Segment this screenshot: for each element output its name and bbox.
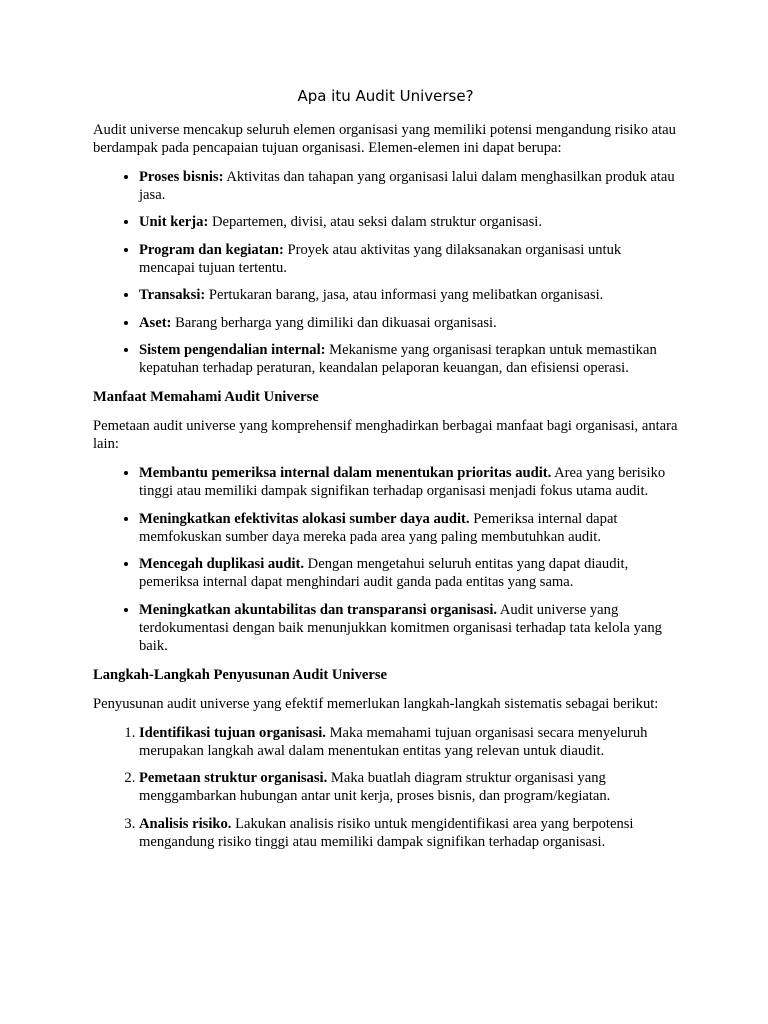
item-text: Dengan mengetahui seluruh entitas yang dapat diaudit, pemeriksa internal dapat menghindari audit ganda pada entitas yang sama. — [139, 556, 629, 590]
item-term: Analisis risiko. — [139, 815, 232, 832]
list-item — [139, 510, 678, 546]
item-text: Aktivitas dan tahapan yang organisasi lalui dalam menghasilkan produk atau jasa. — [139, 168, 675, 203]
list-item — [139, 168, 678, 204]
benefits-heading: Manfaat Memahami Audit Universe — [93, 389, 319, 405]
list-item — [139, 341, 678, 377]
item-text: Pemeriksa internal dapat memfokuskan sumber daya mereka pada area yang paling membutuhkan audit. — [139, 510, 618, 545]
list-item — [139, 213, 678, 231]
steps-list — [93, 724, 678, 851]
list-item — [139, 241, 678, 277]
item-text: Barang berharga yang dimiliki dan dikuasai organisasi. — [171, 314, 497, 331]
item-text: Mekanisme yang organisasi terapkan untuk memastikan kepatuhan terhadap peraturan, keandalan pelaporan keuangan, dan efisiensi operasi. — [139, 342, 657, 376]
item-term: Sistem pengendalian internal: — [139, 342, 326, 358]
item-term: Meningkatkan akuntabilitas dan transparansi organisasi. — [139, 601, 498, 618]
item-term: Program dan kegiatan: — [139, 241, 284, 258]
list-item — [139, 601, 678, 655]
elements-list — [93, 168, 678, 378]
item-term: Proses bisnis: — [139, 168, 224, 185]
item-term: Unit kerja: — [139, 214, 209, 230]
item-term: Transaksi: — [139, 287, 206, 303]
intro-paragraph: Audit universe mencakup seluruh elemen organisasi yang memiliki potensi mengandung risiko atau berdampak pada pencapaian tujuan organisasi. Elemen-elemen ini dapat berupa: — [93, 121, 676, 156]
list-item — [139, 464, 678, 500]
list-item — [139, 555, 678, 591]
item-term: Pemetaan struktur organisasi. — [139, 770, 328, 786]
item-term: Meningkatkan efektivitas alokasi sumber daya audit. — [139, 510, 470, 527]
list-item — [139, 286, 678, 304]
item-text: Area yang berisiko tinggi atau memiliki dampak signifikan terhadap organisasi menjadi fokus utama audit. — [139, 465, 666, 499]
item-term: Identifikasi tujuan organisasi. — [139, 724, 326, 741]
item-term: Mencegah duplikasi audit. — [139, 556, 305, 572]
item-text: Departemen, divisi, atau seksi dalam struktur organisasi. — [208, 214, 543, 230]
list-item — [139, 724, 678, 760]
benefits-intro: Pemetaan audit universe yang komprehensif menghadirkan berbagai manfaat bagi organisasi, antara lain: — [93, 418, 678, 452]
item-term: Aset: — [139, 314, 172, 331]
list-item — [139, 815, 678, 851]
list-item — [139, 314, 678, 332]
list-item — [139, 769, 678, 805]
document-page — [93, 87, 678, 862]
item-term: Membantu pemeriksa internal dalam menentukan prioritas audit. — [139, 465, 552, 481]
item-text: Audit universe yang terdokumentasi dengan baik menunjukkan komitmen organisasi terhadap tata kelola yang baik. — [139, 601, 662, 654]
item-text: Maka memahami tujuan organisasi secara menyeluruh merupakan langkah awal dalam menentukan entitas yang relevan untuk diaudit. — [139, 724, 648, 759]
document-title: Apa itu Audit Universe? — [297, 87, 474, 105]
item-text: Proyek atau aktivitas yang dilaksanakan organisasi untuk mencapai tujuan tertentu. — [139, 241, 622, 276]
steps-heading: Langkah-Langkah Penyusunan Audit Universe — [93, 666, 387, 683]
item-text: Lakukan analisis risiko untuk mengidentifikasi area yang berpotensi mengandung risiko tinggi atau memiliki dampak signifikan terhadap organisasi. — [139, 815, 634, 850]
benefits-list — [93, 464, 678, 655]
steps-intro: Penyusunan audit universe yang efektif memerlukan langkah-langkah sistematis sebagai berikut: — [93, 695, 659, 712]
item-text: Maka buatlah diagram struktur organisasi yang menggambarkan hubungan antar unit kerja, proses bisnis, dan program/kegiatan. — [139, 770, 611, 804]
item-text: Pertukaran barang, jasa, atau informasi yang melibatkan organisasi. — [205, 287, 604, 303]
